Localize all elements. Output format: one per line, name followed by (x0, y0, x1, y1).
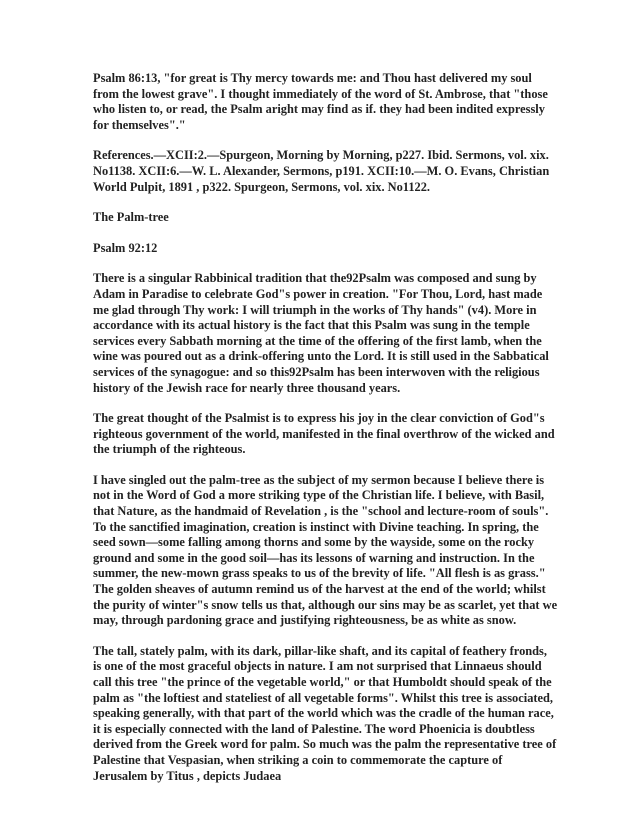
paragraph-stately-palm: The tall, stately palm, with its dark, pillar-like shaft, and its capital of feathery fronds, is one of the most graceful objects in nature. I am not surprised that Linnaeus should call this tree "the prince of the vegetable world," or that Humboldt should speak of the palm as "the loftiest and stateliest of all vegetable forms". Whilst this tree is associated, speaking generally, with that part of the world which was the cradle of the human race, it is especially connected with the land of Palestine. The word Phoenicia is doubtless derived from the Greek word for palm. So much was the palm the representative tree of Palestine that Vespasian, when striking a coin to commemorate the capture of Jerusalem by Titus , depicts Judaea (93, 643, 557, 783)
section-title: The Palm-tree (93, 210, 169, 225)
paragraph-psalm-86-quote: Psalm 86:13, "for great is Thy mercy towards me: and Thou hast delivered my soul from the lowest grave". I thought immediately of the word of St. Ambrose, that "those who listen to, or read, the Psalm aright may find as if. they had been indited expressly for themselves"." (93, 71, 548, 132)
paragraph-references: References.—XCII:2.—Spurgeon, Morning by Morning, p227. Ibid. Sermons, vol. xix. No1138. XCII:6.—W. L. Alexander, Sermons, p191. XCII:10.—M. O. Evans, Christian World Pulpit, 1891 , p322. Spurgeon, Sermons, vol. xix. No1122. (93, 148, 550, 194)
paragraph-palm-tree-subject: I have singled out the palm-tree as the subject of my sermon because I believe there is not in the Word of God a more striking type of the Christian life. I believe, with Basil, that Nature, as the handmaid of Revelation , is the "school and lecture-room of souls". To the sanctified imagination, creation is instinct with Divine teaching. In spring, the seed sown—some falling among thorns and some by the wayside, some on the rocky ground and some in the good soil—has its lessons of warning and instruction. In the summer, the new-mown grass speaks to us of the brevity of life. "All flesh is as grass." The golden sheaves of autumn remind us of the harvest at the end of the world; whilst the purity of winter"s snow tells us that, although our sins may be as scarlet, yet that we may, through pardoning grace and justifying righteousness, be as white as snow. (93, 472, 558, 628)
paragraph-rabbinical-tradition: There is a singular Rabbinical tradition that the92Psalm was composed and sung by Adam in Paradise to celebrate God"s power in creation. "For Thou, Lord, hast made me glad through Thy work: I will triumph in the works of Thy hands" (v4). More in accordance with its actual history is the fact that this Psalm was sung in the temple services every Sabbath morning at the time of the offering of the first lamb, when the wine was poured out as a drink-offering unto the Lord. It is still used in the Sabbatical services of the synagogue: and so this92Psalm has been interwoven with the religious history of the Jewish race for nearly three thousand years. (93, 271, 549, 395)
paragraph-great-thought: The great thought of the Psalmist is to express his joy in the clear conviction of God"s righteous government of the world, manifested in the final overthrow of the wicked and the triumph of the righteous. (93, 411, 555, 457)
section-scripture-reference: Psalm 92:12 (93, 240, 158, 255)
